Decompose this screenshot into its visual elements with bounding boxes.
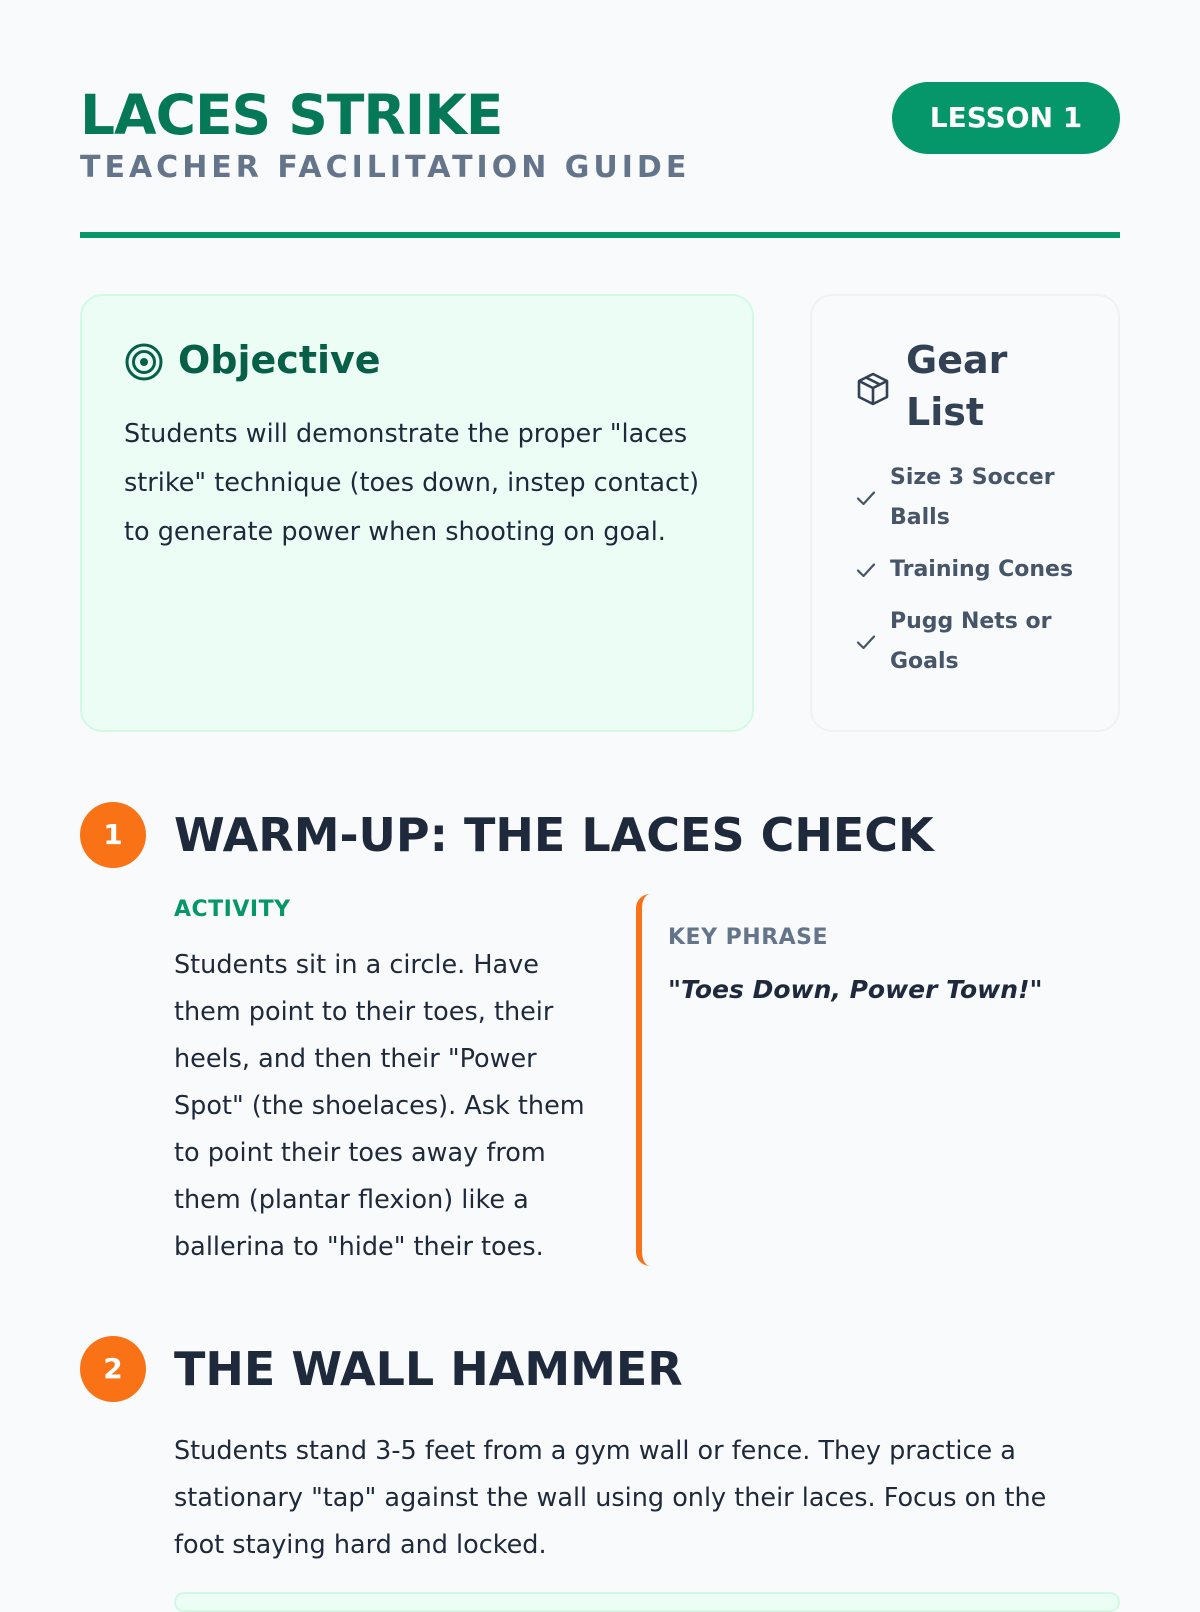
check-icon: [854, 630, 878, 654]
objective-heading: Objective: [178, 338, 381, 382]
gear-list-heading: Gear List: [906, 338, 1008, 434]
section-title: THE WALL HAMMER: [174, 1342, 683, 1396]
gear-item-label: Size 3 Soccer Balls: [890, 465, 1055, 530]
section-text: Students stand 3-5 feet from a gym wall or fence. They practice a stationary "tap" against the wall using only their laces. Focus on the foot staying hard and locked.: [174, 1436, 1047, 1560]
next-card: [174, 1592, 1120, 1612]
gear-list-card: [810, 294, 1120, 732]
key-phrase-label: KEY PHRASE: [668, 925, 829, 950]
check-icon: [854, 558, 878, 582]
section-number-badge: 2: [80, 1336, 146, 1402]
target-icon: [124, 342, 164, 382]
objective-card: [80, 294, 754, 732]
header-divider: [80, 232, 1120, 238]
section-number-badge: 1: [80, 802, 146, 868]
lesson-page: [80, 0, 1120, 1600]
objective-text: Students will demonstrate the proper "laces strike" technique (toes down, instep contact) to generate power when shooting on goal.: [124, 419, 700, 547]
key-phrase-card: [636, 894, 1120, 1266]
package-icon: [854, 370, 892, 408]
gear-item: [854, 602, 1104, 682]
gear-item-label: Training Cones: [890, 557, 1074, 582]
gear-item: [854, 458, 1104, 538]
key-phrase-text: "Toes Down, Power Town!": [668, 975, 1043, 1004]
page-title: LACES STRIKE: [80, 83, 503, 147]
page-subtitle: TEACHER FACILITATION GUIDE: [80, 150, 691, 185]
page-header: [80, 82, 1120, 242]
activity-label: ACTIVITY: [174, 897, 291, 922]
gear-item-label: Pugg Nets or Goals: [890, 609, 1052, 674]
check-icon: [854, 486, 878, 510]
gear-item: [854, 550, 1104, 590]
activity-text: Students sit in a circle. Have them point to their toes, their heels, and then their "Power Spot" (the shoelaces). Ask them to point their toes away from them (plantar flexion) like a ballerina to "hide" their toes.: [174, 950, 585, 1262]
section-title: WARM-UP: THE LACES CHECK: [174, 808, 934, 862]
gear-list: [854, 458, 1104, 694]
lesson-badge: LESSON 1: [892, 82, 1120, 154]
